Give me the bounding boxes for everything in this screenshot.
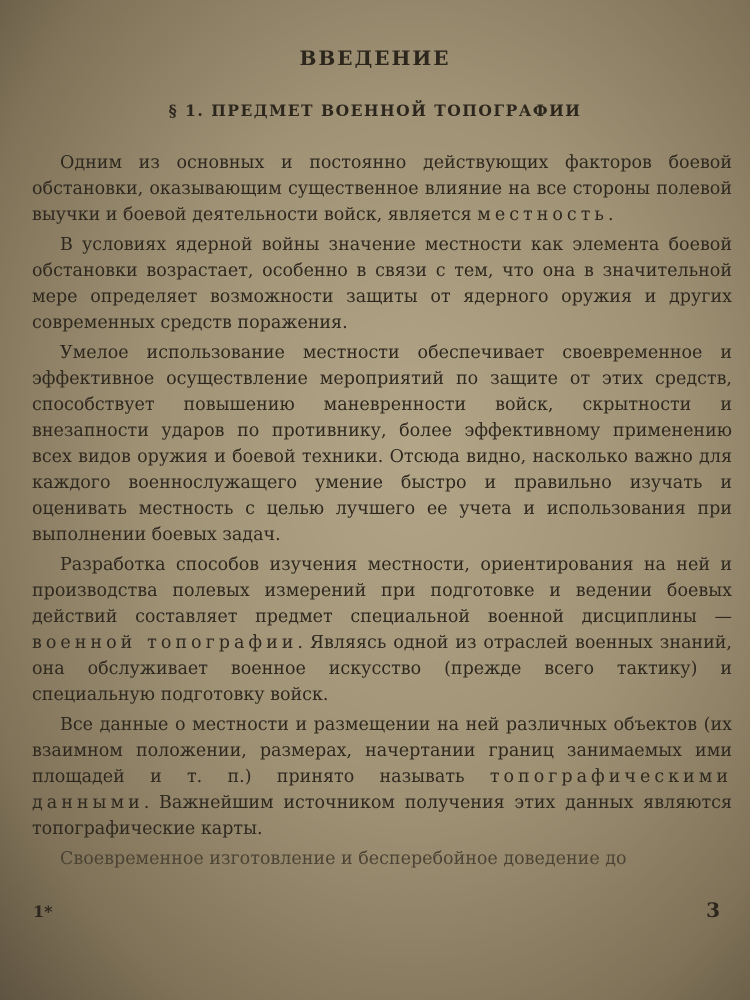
paragraph-5-text: Все данные о местности и размещении на ней различных объектов (их взаимном положении, размерах, начертании границ занимаемых ими площадей и т. п.) принято называть: [32, 715, 732, 787]
chapter-title: ВВЕДЕНИЕ: [299, 46, 451, 70]
body-text: [32, 150, 732, 876]
paragraph-4-end: . Являясь одной из отраслей военных знаний, она обслуживает военное искусство (прежде всего тактику) и специальную подготовку войск.: [32, 633, 732, 705]
paragraph-4: [32, 552, 732, 708]
paragraph-3: Умелое использование местности обеспечивает своевременное и эффективное осуществление мероприятий по защите от этих средств, способствует повышению маневренности войск, скрытности и внезапности ударов по противнику, более эффективному применению всех видов оружия и боевой техники. Отсюда видно, насколько важно для каждого военнослужащего умение быстро и правильно изучать и оценивать местность с целью лучшего ее учета и использования при выполнении боевых задач.: [32, 343, 732, 545]
paragraph-1-end: .: [607, 205, 614, 225]
paragraph-1-emphasis: местность: [477, 205, 608, 225]
paragraph-6: Своевременное изготовление и бесперебойное доведение до: [60, 849, 627, 869]
section-title: § 1. ПРЕДМЕТ ВОЕННОЙ ТОПОГРАФИИ: [168, 101, 582, 120]
paragraph-4-text: Разработка способов изучения местности, ориентирования на ней и производства полевых измерений при подготовке и ведении боевых действий составляет предмет специальной военной дисциплины —: [32, 555, 732, 627]
paragraph-4-emphasis: военной топографии: [32, 633, 298, 653]
paragraph-2: В условиях ядерной войны значение местности как элемента боевой обстановки возрастает, особенно в связи с тем, что она в значительной мере определяет возможности защиты от ядерного оружия и других современных средств поражения.: [32, 235, 732, 333]
page-number: 3: [706, 898, 720, 922]
paragraph-5-emphasis: топографическими данными: [32, 767, 732, 813]
signature-mark: 1*: [33, 902, 53, 921]
paragraph-5-end: . Важнейшим источником получения этих данных являются топографические карты.: [32, 793, 732, 839]
paragraph-1: [32, 150, 732, 228]
paragraph-5: [32, 712, 732, 842]
paragraph-1-text: Одним из основных и постоянно действующих факторов боевой обстановки, оказывающим существенное влияние на все стороны полевой выучки и боевой деятельности войск, является: [32, 153, 732, 225]
